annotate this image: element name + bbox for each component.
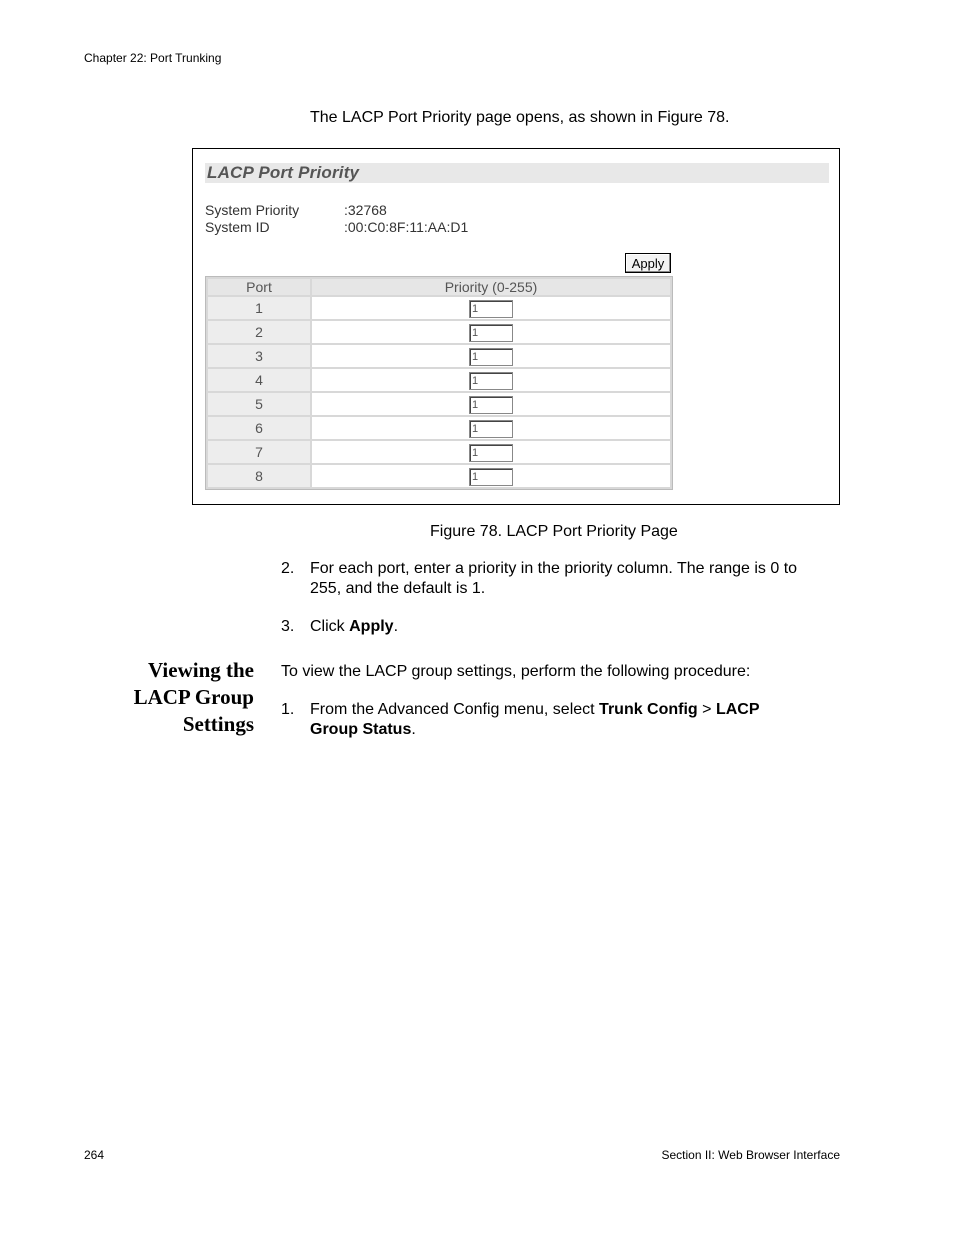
step-1-bold-lacp: LACP [715, 701, 760, 718]
port-priority-table [205, 276, 673, 490]
port-cell: 6 [208, 417, 310, 439]
section-step-1-line-1 [310, 700, 760, 720]
column-header-port: Port [208, 279, 310, 295]
table-row [208, 321, 670, 343]
port-cell: 7 [208, 441, 310, 463]
step-2-line-1: For each port, enter a priority in the priority column. The range is 0 to [310, 560, 798, 577]
page-number: 264 [84, 1148, 105, 1162]
priority-cell [312, 369, 670, 391]
priority-cell [312, 321, 670, 343]
system-priority-label: System Priority [205, 202, 300, 218]
table-row [208, 417, 670, 439]
step-3-text [310, 617, 398, 637]
step-3-bold-apply: Apply [349, 618, 394, 635]
figure-title: LACP Port Priority [207, 163, 360, 182]
step-number: 3. [281, 618, 295, 635]
section-heading-line-3: Settings [182, 712, 254, 736]
system-id-value: :00:C0:8F:11:AA:D1 [344, 219, 469, 235]
step-3-suffix: . [393, 618, 399, 635]
column-header-priority: Priority (0-255) [312, 279, 670, 295]
port-cell: 2 [208, 321, 310, 343]
port-cell: 5 [208, 393, 310, 415]
priority-cell [312, 441, 670, 463]
priority-input[interactable] [469, 396, 513, 414]
system-id-label: System ID [205, 219, 270, 235]
figure-lacp-port-priority [192, 148, 840, 505]
running-header: Chapter 22: Port Trunking [84, 51, 222, 65]
priority-input[interactable] [469, 468, 513, 486]
port-cell: 3 [208, 345, 310, 367]
table-row [208, 369, 670, 391]
port-cell: 4 [208, 369, 310, 391]
priority-cell [312, 465, 670, 487]
priority-input[interactable] [469, 444, 513, 462]
step-1-bold-group-status: Group Status [310, 721, 412, 738]
apply-button[interactable]: Apply [625, 253, 671, 273]
table-row [208, 297, 670, 319]
intro-paragraph: The LACP Port Priority page opens, as shown in Figure 78. [310, 109, 730, 126]
priority-input[interactable] [469, 420, 513, 438]
step-1-bold-trunk-config: Trunk Config [599, 701, 698, 718]
section-heading [134, 657, 254, 738]
priority-cell [312, 417, 670, 439]
priority-input[interactable] [469, 324, 513, 342]
table-row [208, 465, 670, 487]
priority-cell [312, 393, 670, 415]
priority-cell [312, 345, 670, 367]
figure-title-bar [205, 163, 829, 183]
section-heading-line-1: Viewing the [148, 658, 254, 682]
table-row [208, 345, 670, 367]
step-number: 1. [281, 701, 295, 718]
step-1-suffix: . [411, 721, 416, 738]
priority-cell [312, 297, 670, 319]
port-cell: 8 [208, 465, 310, 487]
step-3-prefix: Click [310, 618, 350, 635]
priority-input[interactable] [469, 300, 513, 318]
step-1-separator: > [697, 701, 716, 718]
port-cell: 1 [208, 297, 310, 319]
figure-caption: Figure 78. LACP Port Priority Page [430, 523, 678, 540]
section-heading-line-2: LACP Group [133, 685, 254, 709]
step-number: 2. [281, 560, 295, 577]
table-row [208, 441, 670, 463]
priority-input[interactable] [469, 372, 513, 390]
footer-section: Section II: Web Browser Interface [661, 1148, 840, 1162]
step-1-prefix: From the Advanced Config menu, select [310, 701, 600, 718]
priority-input[interactable] [469, 348, 513, 366]
table-row [208, 393, 670, 415]
section-step-1-line-2 [310, 720, 416, 740]
step-2-line-2: 255, and the default is 1. [310, 580, 486, 597]
system-priority-value: :32768 [344, 202, 387, 218]
section-intro: To view the LACP group settings, perform the following procedure: [281, 663, 751, 680]
